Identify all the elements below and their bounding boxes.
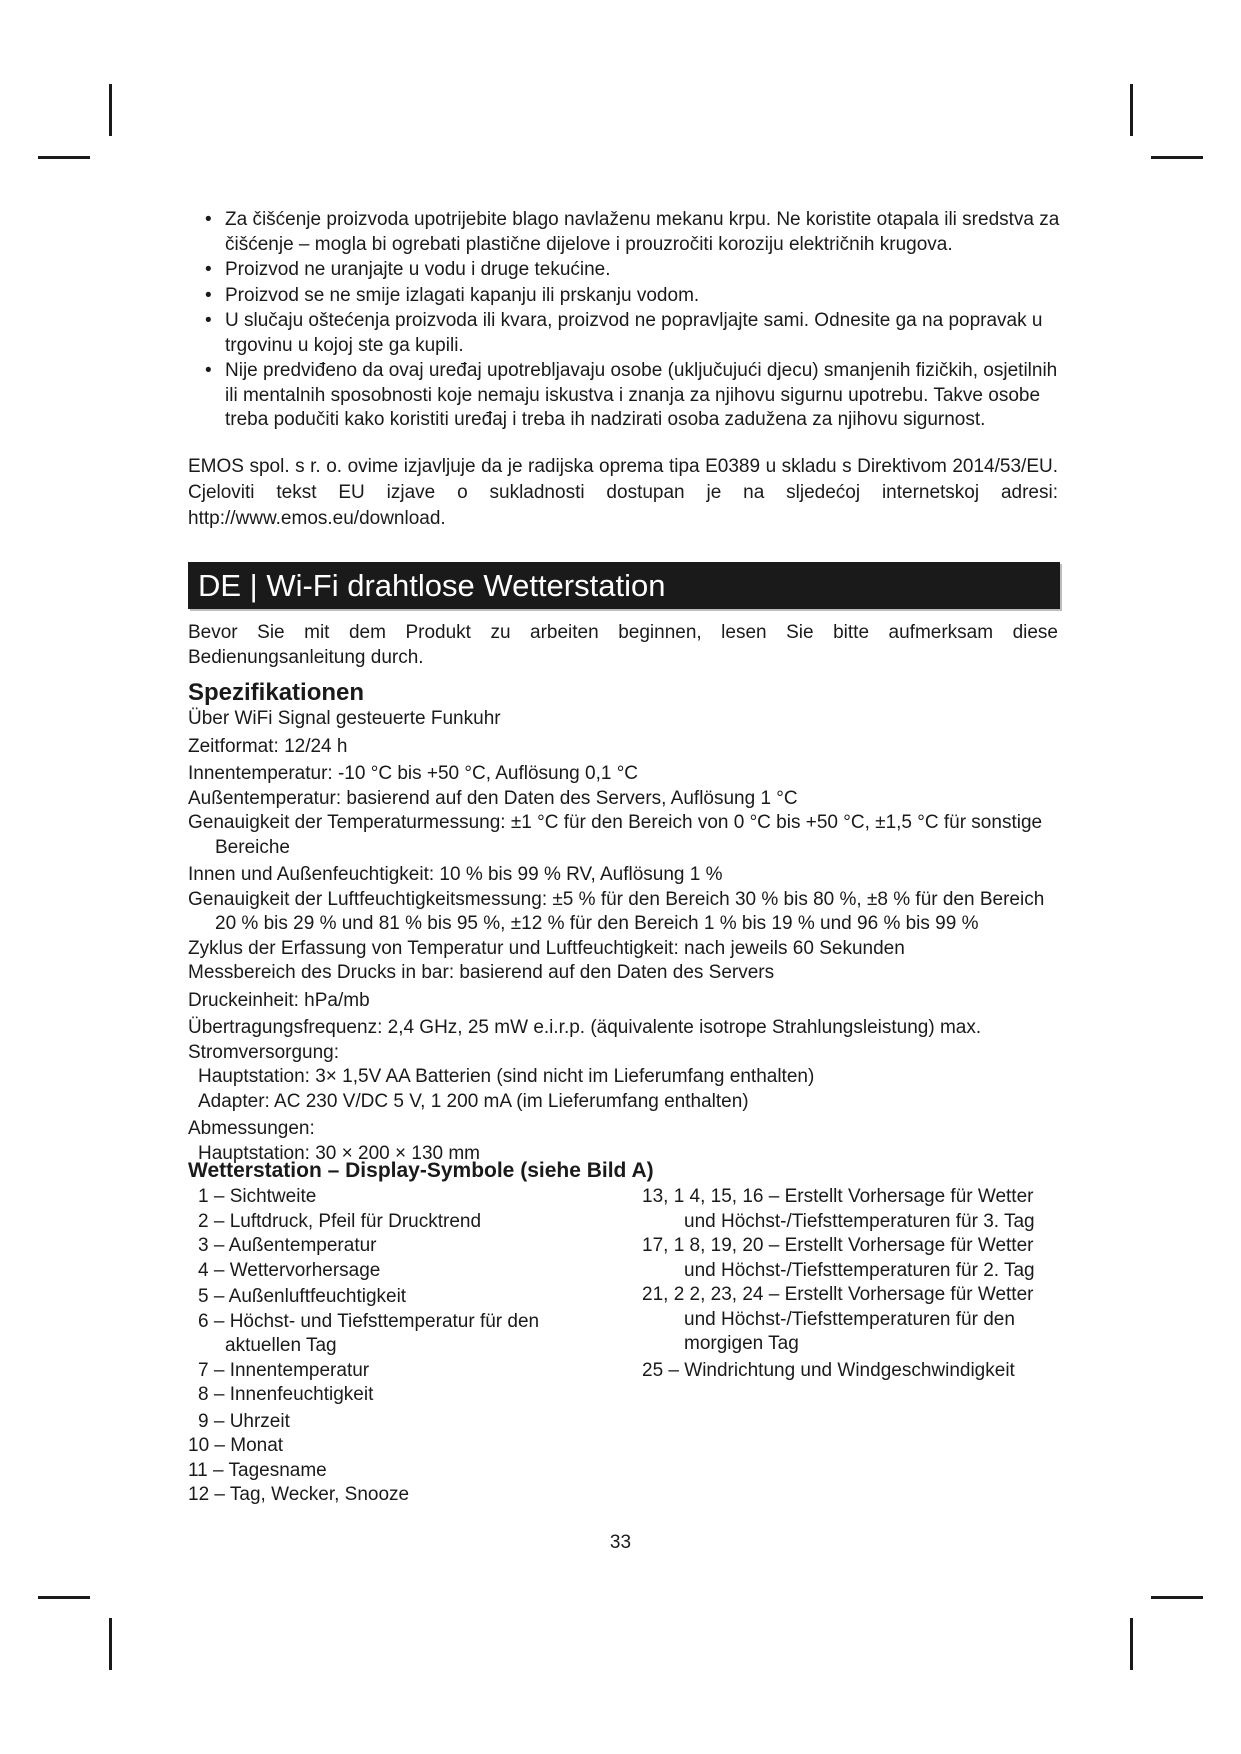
- crop-mark-bottom-right-horizontal: [1151, 1596, 1203, 1599]
- display-symbol-item: 3 – Außentemperatur: [198, 1235, 377, 1256]
- spec-item: Außentemperatur: basierend auf den Daten des Servers, Auflösung 1 °C: [188, 787, 798, 809]
- display-symbol-item: 7 – Innentemperatur: [198, 1359, 370, 1381]
- safety-bullet: • Nije predviđeno da ovaj uređaj upotrebljavaju osobe (uključujući djecu) smanjenih fizičkih, osjetilnih ili mentalnih sposobnosti koje nemaju iskustva i znanja za njihovu sigurnu upotrebu. Takve osobe treba podučiti kako koristiti uređaj i treba ih nadzirati osoba zadužena za njihovu sigurnost.: [190, 359, 1060, 433]
- display-symbol-item: 9 – Uhrzeit: [198, 1410, 290, 1432]
- safety-bullet: • Proizvod ne uranjajte u vodu i druge tekućine.: [190, 258, 1060, 283]
- spec-item: Übertragungsfrequenz: 2,4 GHz, 25 mW e.i.r.p. (äquivalente isotrope Strahlungsleistung) max.: [188, 1017, 982, 1038]
- spec-item: Druckeinheit: hPa/mb: [188, 989, 370, 1011]
- crop-mark-top-left-vertical: [109, 84, 112, 136]
- spec-item: Zeitformat: 12/24 h: [188, 735, 348, 757]
- display-symbol-item: 12 – Tag, Wecker, Snooze: [188, 1484, 410, 1505]
- crop-mark-bottom-left-vertical: [109, 1618, 112, 1670]
- display-symbol-item: 17, 1 8, 19, 20 – Erstellt Vorhersage für Wetter und Höchst-/Tiefsttemperaturen für 2. Tag: [642, 1235, 1035, 1281]
- display-symbol-item: 11 – Tagesname: [188, 1459, 327, 1481]
- safety-bullet: • Za čišćenje proizvoda upotrijebite blago navlaženu mekanu krpu. Ne koristite otapala ili sredstva za čišćenje – mogla bi ogrebati plastične dijelove i prouzročiti koroziju električnih krugova.: [190, 208, 1060, 257]
- safety-bullet-list: [190, 208, 1060, 434]
- display-symbol-item: 2 – Luftdruck, Pfeil für Drucktrend: [198, 1210, 482, 1232]
- crop-mark-bottom-right-vertical: [1130, 1618, 1133, 1670]
- intro-paragraph: Bevor Sie mit dem Produkt zu arbeiten beginnen, lesen Sie bitte aufmerksam diese Bedienungsanleitung durch.: [188, 622, 1058, 668]
- display-symbol-item: 10 – Monat: [188, 1435, 284, 1456]
- spec-item: Hauptstation: 30 × 200 × 130 mm: [198, 1142, 481, 1164]
- crop-mark-top-right-horizontal: [1151, 156, 1203, 159]
- spec-item: Stromversorgung:: [188, 1041, 340, 1063]
- crop-mark-bottom-left-horizontal: [38, 1596, 90, 1599]
- page-number: 33: [609, 1532, 632, 1553]
- display-symbol-item: 13, 1 4, 15, 16 – Erstellt Vorhersage für Wetter und Höchst-/Tiefsttemperaturen für 3. Tag: [642, 1186, 1035, 1232]
- spec-item: Abmessungen:: [188, 1118, 315, 1139]
- display-symbol-item: 8 – Innenfeuchtigkeit: [198, 1384, 374, 1405]
- section-title-bar: DE | Wi-Fi drahtlose Wetterstation: [188, 562, 1060, 609]
- spec-item: Zyklus der Erfassung von Temperatur und Luftfeuchtigkeit: nach jeweils 60 Sekunden: [188, 937, 905, 959]
- spec-item: Hauptstation: 3× 1,5V AA Batterien (sind nicht im Lieferumfang enthalten): [198, 1066, 815, 1087]
- safety-bullet: • Proizvod se ne smije izlagati kapanju ili prskanju vodom.: [190, 284, 1060, 309]
- conformity-declaration: EMOS spol. s r. o. ovime izjavljuje da je radijska oprema tipa E0389 u skladu s Direktivom 2014/53/EU. Cjeloviti tekst EU izjave o sukladnosti dostupan je na sljedećoj internetskoj adresi: http://www.emos.eu/download.: [188, 456, 1058, 529]
- crop-mark-top-right-vertical: [1130, 84, 1133, 136]
- display-symbols-left-column: [188, 1185, 608, 1508]
- display-symbols-heading: Wetterstation – Display-Symbole (siehe Bild A): [188, 1159, 654, 1182]
- spec-item: Genauigkeit der Temperaturmessung: ±1 °C für den Bereich von 0 °C bis +50 °C, ±1,5 °C für sonstige Bereiche: [188, 812, 1043, 858]
- display-symbol-item: 25 – Windrichtung und Windgeschwindigkeit: [642, 1359, 1015, 1381]
- display-symbol-item: 4 – Wettervorhersage: [198, 1259, 381, 1281]
- specifications-heading: Spezifikationen: [188, 679, 365, 706]
- spec-item: Genauigkeit der Luftfeuchtigkeitsmessung: ±5 % für den Bereich 30 % bis 80 %, ±8 % für den Bereich 20 % bis 29 % und 81 % bis 95 %, ±12 % für den Bereich 1 % bis 19 % und 96 % bis 99 %: [188, 888, 1045, 934]
- crop-mark-top-left-horizontal: [38, 156, 90, 159]
- spec-item: Innentemperatur: -10 °C bis +50 °C, Auflösung 0,1 °C: [188, 763, 639, 784]
- display-symbols-right-column: [642, 1185, 1062, 1383]
- specifications-list: [188, 707, 1060, 1166]
- display-symbol-item: 6 – Höchst- und Tiefsttemperatur für den aktuellen Tag: [198, 1310, 540, 1356]
- spec-item: Innen und Außenfeuchtigkeit: 10 % bis 99 % RV, Auflösung 1 %: [188, 864, 723, 885]
- display-symbol-item: 1 – Sichtweite: [198, 1186, 317, 1207]
- display-symbol-item: 5 – Außenluftfeuchtigkeit: [198, 1286, 407, 1307]
- safety-bullet: • U slučaju oštećenja proizvoda ili kvara, proizvod ne popravljajte sami. Odnesite ga na popravak u trgovinu u kojoj ste ga kupili.: [190, 309, 1060, 358]
- spec-item: Adapter: AC 230 V/DC 5 V, 1 200 mA (im Lieferumfang enthalten): [198, 1090, 749, 1112]
- display-symbol-item: 21, 2 2, 23, 24 – Erstellt Vorhersage für Wetter und Höchst-/Tiefsttemperaturen für den morgigen Tag: [642, 1284, 1034, 1354]
- spec-item: Messbereich des Drucks in bar: basierend auf den Daten des Servers: [188, 962, 775, 983]
- spec-item: Über WiFi Signal gesteuerte Funkuhr: [188, 708, 501, 729]
